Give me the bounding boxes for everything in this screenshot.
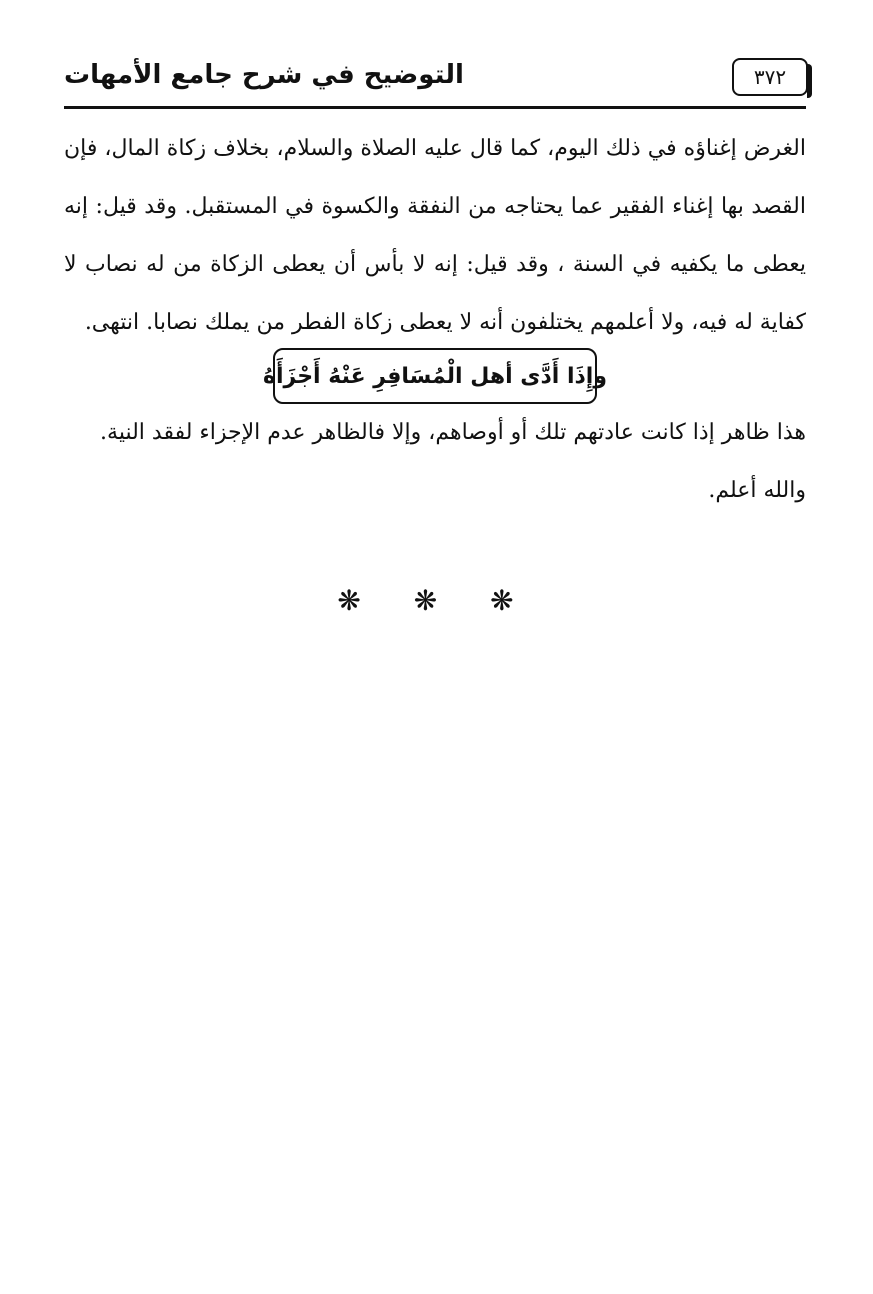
page-number: ٣٧٢ [732, 58, 808, 96]
book-title: التوضيح في شرح جامع الأمهات [64, 60, 464, 90]
closing-line: والله أعلم. [708, 478, 806, 503]
paragraph-1: الغرض إغناؤه في ذلك اليوم، كما قال عليه الصلاة والسلام، بخلاف زكاة المال، فإن القصد بها إغناء الفقير عما يحتاجه من النفقة والكسوة في المستقبل. وقد قيل: إنه يعطى ما يكفيه في السنة ، وقد قيل: إنه لا بأس أن يعطى الزكاة من له نصاب لا كفاية له فيه، ولا أعلمهم يختلفون أنه لا يعطى زكاة الفطر من يملك نصابا. انتهى. [64, 136, 806, 335]
header-divider [64, 106, 806, 109]
page-header [64, 58, 808, 104]
paragraph-2: هذا ظاهر إذا كانت عادتهم تلك أو أوصاهم، وإلا فالظاهر عدم الإجزاء لفقد النية. [100, 420, 806, 445]
hadith-quote-box: وإِذَا أَدَّى أهل الْمُسَافِرِ عَنْهُ أَجْزَأَهُ [273, 348, 597, 404]
section-separator: ❋ ❋ ❋ [337, 584, 536, 617]
